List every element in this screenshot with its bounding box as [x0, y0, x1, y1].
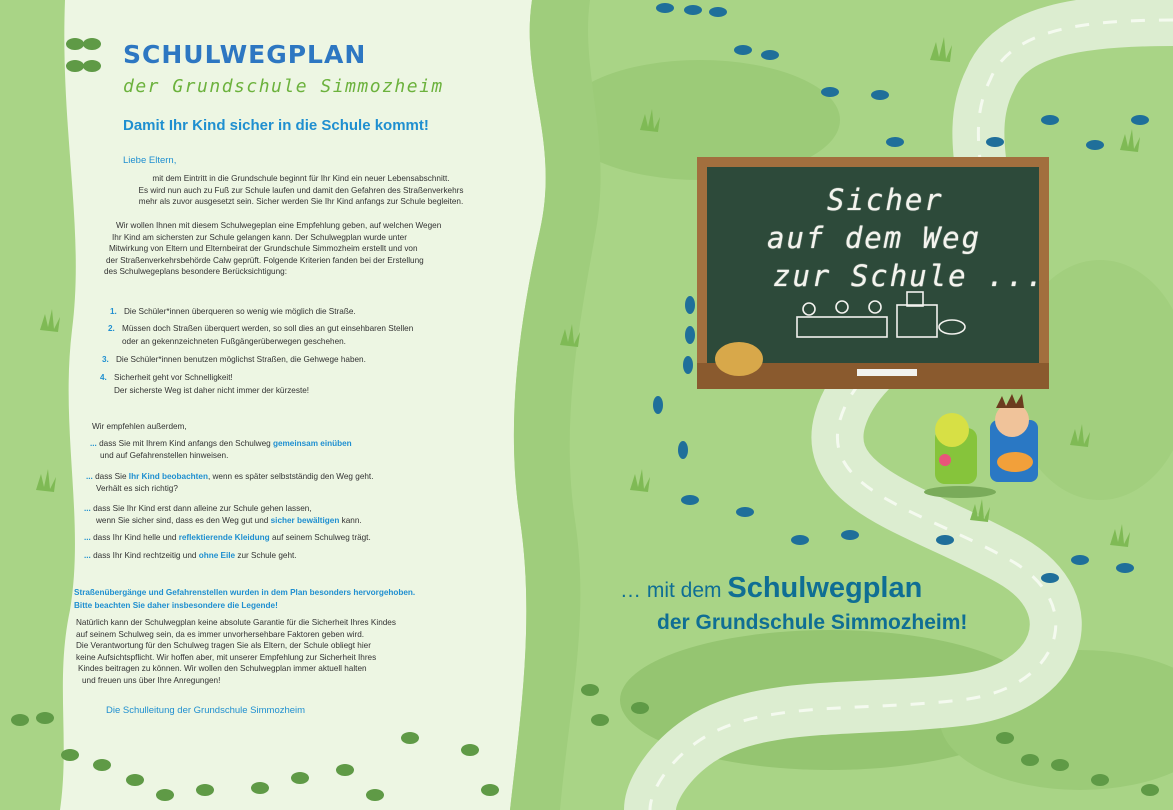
letter-column	[0, 0, 520, 810]
chalk-piece	[857, 369, 917, 376]
chalkboard	[697, 157, 1049, 389]
ellipsis: ...	[84, 533, 91, 542]
criteria-item	[102, 354, 366, 367]
recommendation: ... dass Ihr Kind helle und reflektierende Kleidung auf seinem Schulweg trägt.	[84, 533, 371, 542]
intro-line: mit dem Eintritt in die Grundschule beginnt für Ihr Kind ein neuer Lebensabschnitt.	[152, 174, 450, 183]
headline: Damit Ihr Kind sicher in die Schule kommt!	[123, 117, 429, 134]
chalk-line-2: auf dem Weg	[767, 221, 982, 255]
tagline-line-1	[620, 572, 922, 605]
criteria-number: 3.	[102, 355, 109, 364]
para-line: der Straßenverkehrsbehörde Calw geprüft. Folgende Kriterien fanden bei der Erstellung	[106, 255, 424, 265]
criteria-number: 1.	[110, 307, 117, 316]
criteria-text: oder an gekennzeichneten Fußgängerüberwegen geschehen.	[122, 336, 346, 346]
criteria-item	[100, 372, 309, 397]
recommend-intro: Wir empfehlen außerdem,	[92, 422, 187, 431]
criteria-text: Die Schüler*innen benutzen möglichst Straßen, die Gehwege haben.	[116, 355, 366, 364]
criteria-text: Sicherheit geht vor Schnelligkeit!	[114, 373, 233, 382]
recommendation: ... dass Sie Ihr Kind beobachten, wenn es später selbstständig den Weg geht. Verhält es sich richtig?	[86, 472, 374, 493]
recommendation: ... dass Sie Ihr Kind erst dann alleine zur Schule gehen lassen, wenn Sie sicher sind, dass es den Weg gut und sicher bewältigen kann.	[84, 504, 362, 525]
ellipsis: ...	[84, 551, 91, 560]
page-subtitle: der Grundschule Simmozheim	[123, 76, 444, 97]
recommendation: ... dass Ihr Kind rechtzeitig und ohne Eile zur Schule geht.	[84, 551, 297, 560]
criteria-item	[108, 323, 413, 348]
para-line: Wir wollen Ihnen mit diesem Schulwegeplan eine Empfehlung geben, auf welchen Wegen	[116, 221, 442, 230]
criteria-text: Die Schüler*innen überqueren so wenig wie möglich die Straße.	[124, 307, 356, 316]
tagline-big: Schulwegplan	[727, 572, 923, 604]
criteria-number: 2.	[108, 324, 115, 333]
ellipsis: ...	[84, 504, 91, 513]
chalk-line-1: Sicher	[827, 183, 944, 217]
recommendation: ... dass Sie mit Ihrem Kind anfangs den Schulweg gemeinsam einüben und auf Gefahrenstellen hinweisen.	[90, 439, 352, 460]
signature: Die Schulleitung der Grundschule Simmozheim	[106, 705, 306, 716]
para-line: des Schulwegeplans besondere Berücksichtigung:	[104, 267, 287, 277]
closing-paragraph: Natürlich kann der Schulwegplan keine absolute Garantie für die Sicherheit Ihres Kindes auf seinem Schulweg sein, da es immer unvorhersehbare Faktoren geben wird. Die Verantwortung für den Schulweg tragen Sie als Eltern, der Schule obliegt hier keine Aufsichtspflicht. Wir hoffen aber, mit unserer Empfehlung zur Sicherheit Ihres Kindes beitragen zu können. Wir wollen den Schulwegplan immer aktuell halten und freuen uns über Ihre Anregungen!	[76, 618, 396, 685]
page-title: SCHULWEGPLAN	[123, 40, 367, 69]
criteria-number: 4.	[100, 373, 107, 382]
intro-paragraph	[116, 173, 486, 208]
criteria-item	[110, 306, 356, 319]
criteria-text: Der sicherste Weg ist daher nicht immer der kürzeste!	[114, 385, 310, 395]
tagline-line-2: der Grundschule Simmozheim!	[657, 611, 968, 634]
ellipsis: ...	[86, 472, 93, 481]
greeting: Liebe Eltern,	[123, 155, 177, 166]
criteria-text: Müssen doch Straßen überquert werden, so soll dies an gut einsehbaren Stellen	[122, 324, 414, 333]
chalk-line-3: zur Schule ...	[773, 259, 1046, 293]
tagline-pre: … mit dem	[620, 579, 728, 602]
sponge	[715, 342, 763, 376]
legend-notice: Straßenübergänge und Gefahrenstellen wurden in dem Plan besonders hervorgehoben. Bitte beachten Sie daher insbesondere die Legende!	[74, 588, 416, 610]
para-line: Mitwirkung von Eltern und Elternbeirat der Grundschule Simmozheim erstellt und von	[109, 244, 418, 254]
intro-line: Es wird nun auch zu Fuß zur Schule laufen und damit den Gefahren des Straßenverkehrs	[138, 185, 464, 195]
criteria-paragraph	[104, 220, 504, 278]
intro-line: mehr als zuvor ausgesetzt sein. Sicher werden Sie Ihr Kind anfangs zur Schule begleiten.	[138, 197, 464, 207]
ellipsis: ...	[90, 439, 97, 448]
para-line: Ihr Kind am sichersten zur Schule gelangen kann. Der Schulwegplan wurde unter	[112, 232, 407, 242]
